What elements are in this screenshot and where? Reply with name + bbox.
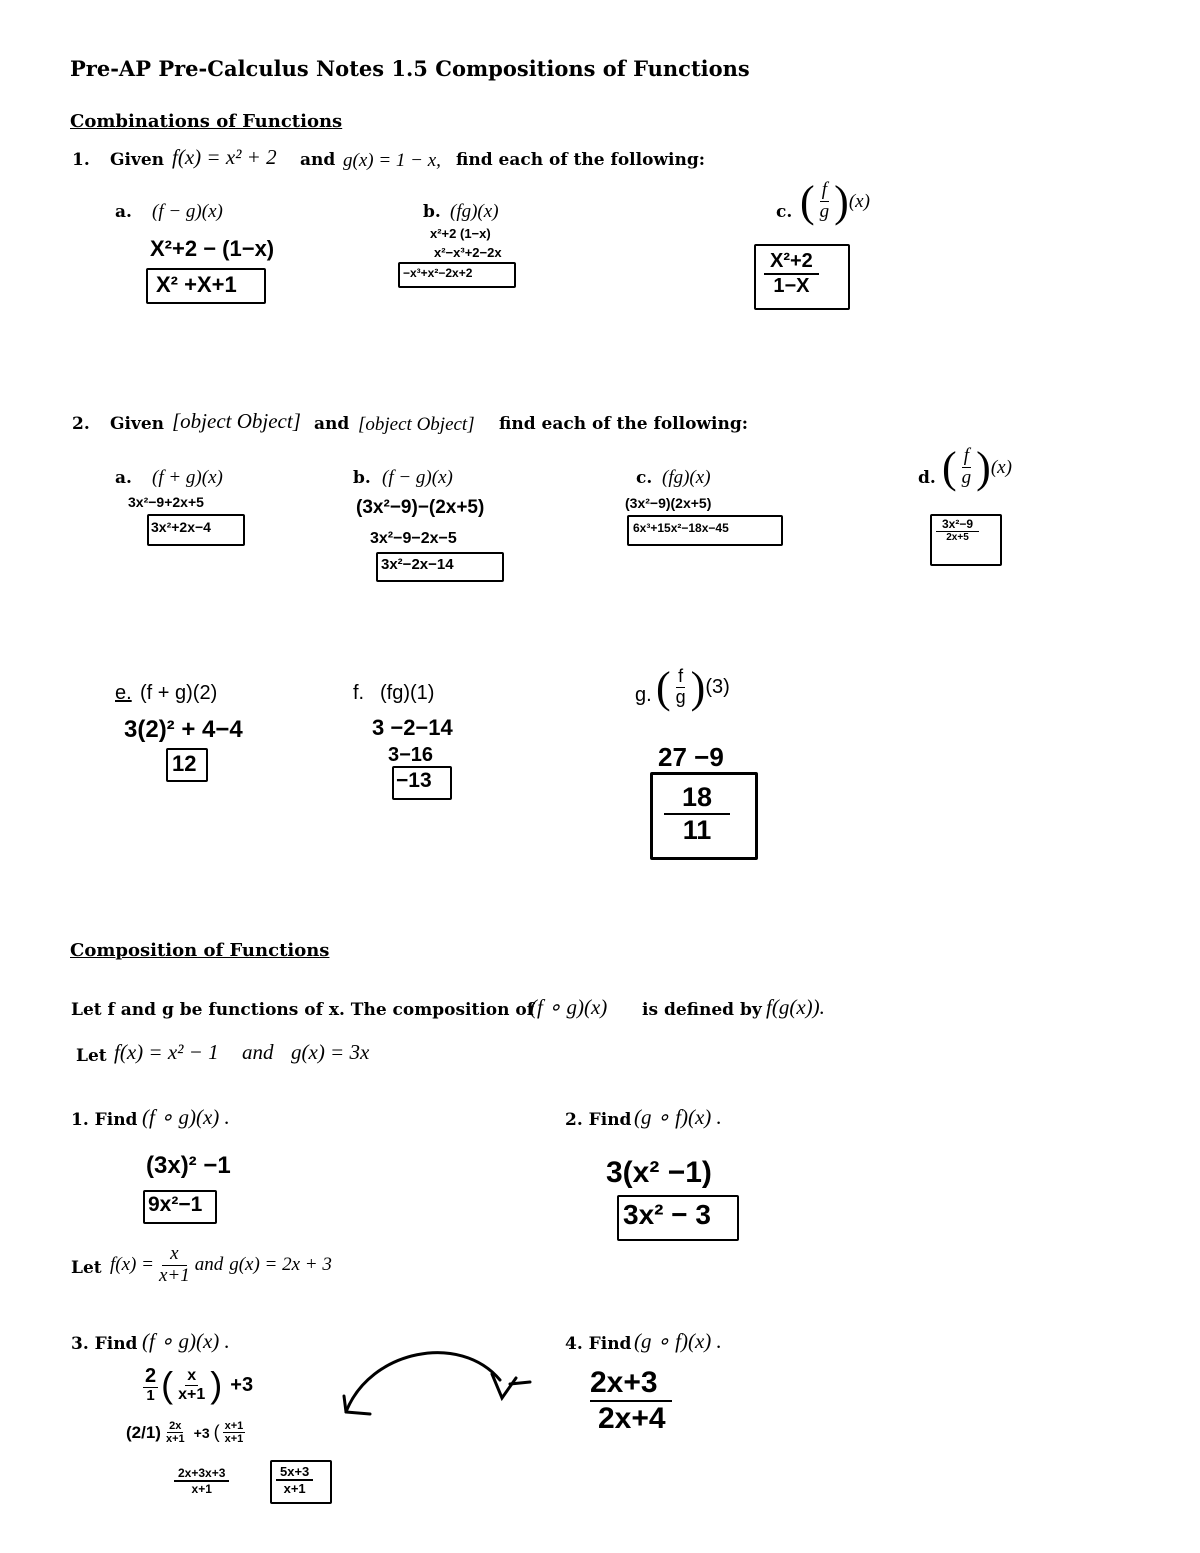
fraction xyxy=(674,667,688,708)
problem-2b-work-2: 3x²−9−2x−5 xyxy=(370,530,457,547)
problem-2f-work-2: 3−16 xyxy=(388,744,434,766)
problem-1a-label: a. xyxy=(115,202,132,222)
fraction xyxy=(157,1244,192,1287)
problem-2g-work: 27 −9 xyxy=(658,742,724,772)
problem-2c-expr: (fg)(x) xyxy=(662,467,711,488)
problem-1-f: f(x) = x² + 2 xyxy=(172,145,277,169)
fraction xyxy=(143,1365,158,1405)
problem-1b-work-1: x²+2 (1−x) xyxy=(430,226,491,241)
answer-numerator: 2x+3 xyxy=(590,1366,672,1402)
fraction-denominator: x+1 xyxy=(191,1482,212,1496)
problem-1-given: Given xyxy=(110,150,165,170)
problem-2g-expr xyxy=(656,662,730,713)
problem-1c-expr xyxy=(800,176,870,227)
q1-expr: (f ∘ g)(x) . xyxy=(142,1105,230,1129)
left-paren: ( xyxy=(161,1364,174,1405)
answer-denominator: 11 xyxy=(682,815,712,845)
problem-2e-work: 3(2)² + 4−4 xyxy=(124,716,243,743)
section-heading-combinations: Combinations of Functions xyxy=(70,111,343,132)
answer-numerator: 18 xyxy=(664,782,730,815)
problem-1b-expr: (fg)(x) xyxy=(450,201,499,222)
problem-2f-answer: −13 xyxy=(396,769,432,792)
left-paren: ( xyxy=(213,1422,220,1443)
page-title: Pre-AP Pre-Calculus Notes 1.5 Compositions of Functions xyxy=(70,56,750,81)
problem-2b-work-1: (3x²−9)−(2x+5) xyxy=(356,497,485,518)
problem-1a-answer: X² +X+1 xyxy=(156,272,237,297)
problem-2a-expr: (f + g)(x) xyxy=(152,467,223,488)
problem-2b-expr: (f − g)(x) xyxy=(382,467,453,488)
answer-denominator: 1−X xyxy=(773,275,810,297)
fraction xyxy=(960,446,974,489)
answer-numerator: X²+2 xyxy=(764,250,819,275)
fraction-denominator: g xyxy=(675,687,686,707)
fraction-denominator: 1 xyxy=(146,1387,155,1405)
fraction xyxy=(176,1367,207,1403)
let2-f xyxy=(110,1244,332,1287)
q1-work: (3x)² −1 xyxy=(146,1152,231,1179)
problem-2b-label: b. xyxy=(353,468,371,488)
definition-expr: (f ∘ g)(x) xyxy=(530,995,608,1019)
problem-1-number: 1. xyxy=(72,150,90,170)
q4-label: 4. Find xyxy=(565,1334,632,1354)
problem-1a-work: X²+2 − (1−x) xyxy=(150,236,275,261)
fraction xyxy=(223,1420,246,1445)
problem-2-and: and xyxy=(314,414,350,434)
problem-1-g: g(x) = 1 − x, xyxy=(343,150,441,171)
fraction-suffix: (3) xyxy=(705,676,730,698)
problem-2c-work: (3x²−9)(2x+5) xyxy=(625,495,712,511)
right-paren: ) xyxy=(976,443,991,492)
problem-1b-answer: −x³+x²−2x+2 xyxy=(403,266,473,280)
problem-2a-answer: 3x²+2x−4 xyxy=(151,519,211,535)
problem-1b-work-2: x²−x³+2−2x xyxy=(434,245,502,260)
q1-label: 1. Find xyxy=(71,1110,138,1130)
fraction-numerator: f xyxy=(821,179,828,201)
left-paren: ( xyxy=(800,177,815,226)
let2-and: and xyxy=(194,1254,224,1276)
q1-answer: 9x²−1 xyxy=(148,1193,203,1216)
let1-and: and xyxy=(242,1040,274,1064)
problem-2d-answer xyxy=(936,517,979,543)
problem-2b-answer: 3x²−2x−14 xyxy=(381,556,454,573)
problem-1c-answer xyxy=(764,250,819,298)
problem-2g-answer xyxy=(664,782,730,846)
problem-2g-label: g. xyxy=(635,684,652,706)
fraction-numerator: x xyxy=(162,1244,186,1266)
problem-1-and: and xyxy=(300,150,336,170)
answer-numerator: 3x²−9 xyxy=(936,517,979,532)
problem-2e-answer: 12 xyxy=(172,751,197,776)
q3-expr: (f ∘ g)(x) . xyxy=(142,1329,230,1353)
answer-denominator: 2x+5 xyxy=(946,532,969,543)
fraction-numerator: 2x xyxy=(169,1420,182,1432)
answer-numerator: 5x+3 xyxy=(276,1464,313,1481)
q4-answer xyxy=(590,1366,672,1436)
fraction xyxy=(818,180,832,223)
fraction-denominator: x+1 xyxy=(224,1433,244,1446)
problem-2e-label: e. xyxy=(115,682,132,704)
let2-label: Let xyxy=(71,1258,102,1278)
q2-expr: (g ∘ f)(x) . xyxy=(634,1105,722,1129)
problem-2c-label: c. xyxy=(636,468,653,488)
answer-denominator: 2x+4 xyxy=(598,1402,666,1435)
fraction-suffix: (x) xyxy=(990,456,1012,478)
problem-2-f: [object Object] xyxy=(172,409,301,433)
problem-2e-expr: (f + g)(2) xyxy=(140,682,218,704)
section-heading-composition: Composition of Functions xyxy=(70,940,330,961)
right-paren: ) xyxy=(834,177,849,226)
let1-label: Let xyxy=(76,1046,107,1066)
q2-label: 2. Find xyxy=(565,1110,632,1130)
fraction xyxy=(164,1420,187,1445)
problem-2-g: [object Object] xyxy=(358,414,475,435)
problem-2c-answer: 6x³+15x²−18x−45 xyxy=(633,521,729,535)
fraction-numerator: x xyxy=(187,1366,197,1384)
definition-result: f(g(x)). xyxy=(766,995,825,1019)
problem-1-instruction: find each of the following: xyxy=(456,150,706,170)
problem-2f-work-1: 3 −2−14 xyxy=(372,715,453,740)
fraction-numerator: x+1 xyxy=(224,1420,244,1432)
definition-lead: Let f and g be functions of x. The composition of xyxy=(71,1000,535,1020)
problem-2d-expr xyxy=(942,442,1012,493)
problem-1b-label: b. xyxy=(423,202,441,222)
answer-denominator: x+1 xyxy=(283,1481,306,1496)
fraction-suffix: (x) xyxy=(848,190,870,212)
curved-arrow-icon xyxy=(330,1340,550,1430)
fraction-numerator: f xyxy=(678,666,684,687)
problem-2a-label: a. xyxy=(115,468,132,488)
q3-work-2-lead: (2/1) xyxy=(126,1422,161,1442)
left-paren: ( xyxy=(942,443,957,492)
fraction-denominator: g xyxy=(961,467,972,488)
right-paren: ) xyxy=(210,1364,223,1405)
problem-1c-label: c. xyxy=(776,202,793,222)
problem-2-number: 2. xyxy=(72,414,90,434)
q4-expr: (g ∘ f)(x) . xyxy=(634,1329,722,1353)
q3-answer xyxy=(276,1464,313,1496)
left-paren: ( xyxy=(656,663,671,712)
problem-2-instruction: find each of the following: xyxy=(499,414,749,434)
fraction-numerator: f xyxy=(963,445,970,467)
q3-work-1 xyxy=(140,1364,253,1406)
fraction-denominator: g xyxy=(819,201,830,222)
let2-g: g(x) = 2x + 3 xyxy=(229,1254,332,1276)
problem-2-given: Given xyxy=(110,414,165,434)
definition-mid: is defined by xyxy=(642,1000,762,1020)
fraction-denominator: x+1 xyxy=(165,1433,185,1446)
problem-2d-label: d. xyxy=(918,468,936,488)
q2-answer: 3x² − 3 xyxy=(623,1199,711,1230)
fraction-denominator: x+1 xyxy=(158,1264,190,1286)
problem-1a-expr: (f − g)(x) xyxy=(152,201,223,222)
problem-2f-expr: (fg)(1) xyxy=(380,682,435,704)
fraction-numerator: 2 xyxy=(145,1365,157,1388)
q3-work-2-mid: +3 xyxy=(193,1424,210,1441)
let1-g: g(x) = 3x xyxy=(291,1040,370,1064)
right-paren: ) xyxy=(690,663,706,712)
problem-2a-work: 3x²−9+2x+5 xyxy=(128,494,204,510)
q3-work-3 xyxy=(174,1466,229,1496)
q3-work-1-tail: +3 xyxy=(230,1373,254,1396)
q3-label: 3. Find xyxy=(71,1334,138,1354)
fraction-numerator: 2x+3x+3 xyxy=(174,1466,229,1482)
q3-work-2 xyxy=(126,1420,248,1445)
fraction-denominator: x+1 xyxy=(178,1385,206,1403)
q2-work: 3(x² −1) xyxy=(606,1156,712,1189)
problem-2f-label: f. xyxy=(353,682,365,704)
let1-f: f(x) = x² − 1 xyxy=(114,1040,219,1064)
let2-f-lhs: f(x) = xyxy=(110,1254,154,1276)
